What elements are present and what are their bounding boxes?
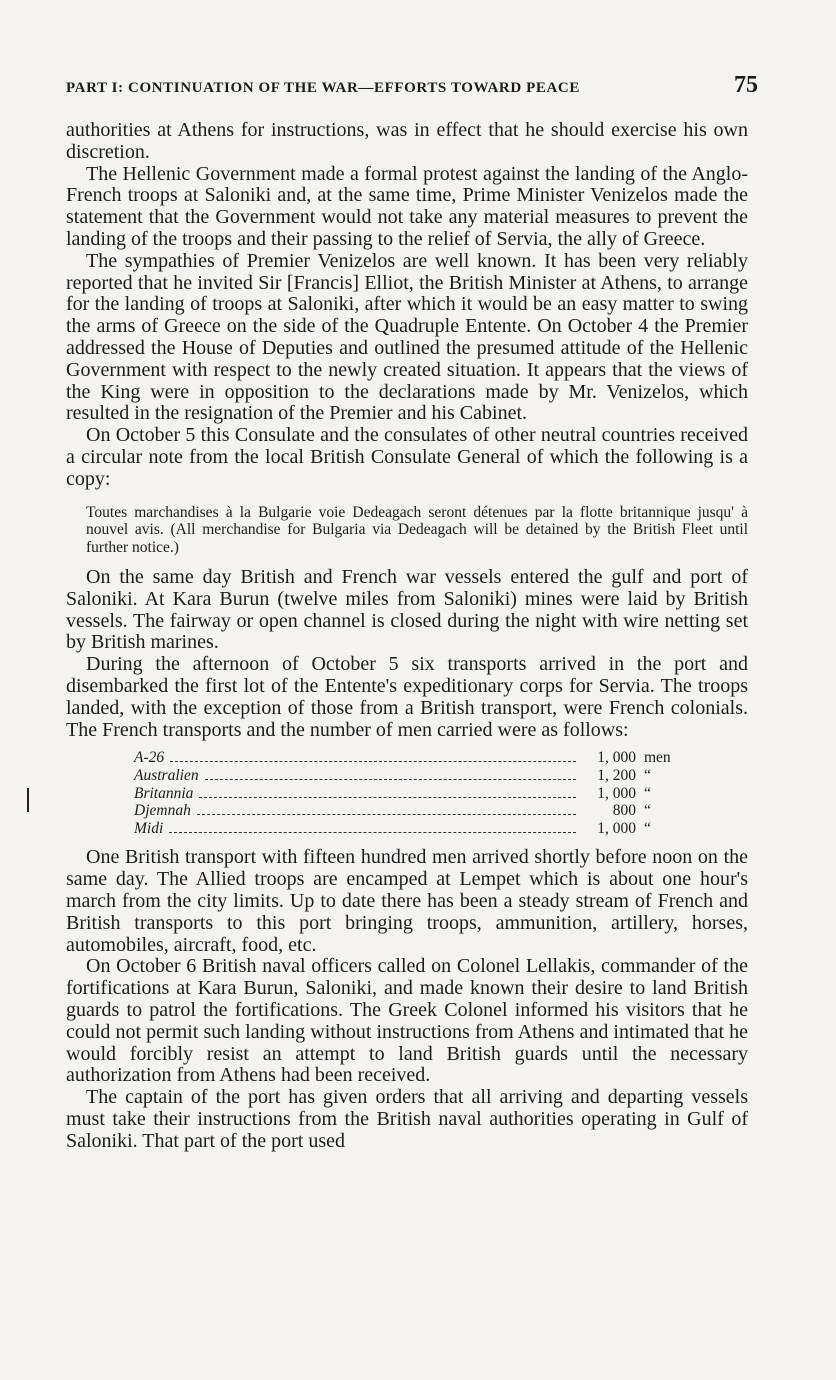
paragraph: The sympathies of Premier Venizelos are well known. It has been very reliably reported that he invited Sir [Francis] Elliot, the British Minister at Athens, to arrange for the landing of troops at Saloniki, after which it would be an easy matter to swing the arms of Greece on the side of the Quadruple Entente. On October 4 the Premier addressed the House of Deputies and outlined the presumed attitude of the Hellenic Government with respect to the newly created situation. It appears that the views of the King were in opposition to the declarations made by Mr. Venizelos, which resulted in the resignation of the Premier and his Cabinet. <box>66 249 748 425</box>
men-count: 1, 000 <box>597 749 636 767</box>
page-header <box>66 72 760 106</box>
paragraph: authorities at Athens for instructions, was in effect that he should exercise his own discretion. <box>66 119 748 163</box>
ship-name: Australien <box>134 767 199 785</box>
men-count: 1, 000 <box>597 784 636 802</box>
unit-label: “ <box>644 784 651 802</box>
dot-leader <box>170 761 576 762</box>
paragraph: The Hellenic Government made a formal protest against the landing of the Anglo-French troops at Saloniki and, at the same time, Prime Minister Venizelos made the statement that the Government would not take any material measures to prevent the landing of the troops and their passing to the relief of Servia, the ally of Greece. <box>66 162 748 250</box>
men-count: 1, 200 <box>597 767 636 785</box>
running-head: PART I: CONTINUATION OF THE WAR—EFFORTS TOWARD PEACE <box>66 80 580 96</box>
dot-leader <box>197 814 576 815</box>
ship-name: Britannia <box>134 784 194 802</box>
paragraph: During the afternoon of October 5 six transports arrived in the port and disembarked the first lot of the Entente's expeditionary corps for Servia. The troops landed, with the exception of those from a British transport, were French colonials. The French transports and the number of men carried were as follows: <box>66 653 748 741</box>
unit-label: men <box>644 749 671 767</box>
table-row <box>134 749 680 767</box>
ship-name: A-26 <box>134 749 165 767</box>
transports-table <box>134 749 680 837</box>
paragraph: One British transport with fifteen hundred men arrived shortly before noon on the same day. The Allied troops are encamped at Lempet which is about one hour's march from the city limits. Up to date there has been a steady stream of French and British transports to this port bringing troops, ammunition, artillery, horses, automobiles, aircraft, food, etc. <box>66 846 748 956</box>
block-quote: Toutes marchandises à la Bulgarie voie Dedeagach seront détenues par la flotte britannique jusqu' à nouvel avis. (All merchandise for Bulgaria via Dedeagach will be detained by the British Fleet until further notice.) <box>86 503 748 556</box>
table-row <box>134 767 680 785</box>
paragraph: On October 6 British naval officers called on Colonel Lellakis, commander of the fortifications at Kara Burun, Saloniki, and made known their desire to land British guards to patrol the fortifications. The Greek Colonel informed his visitors that he could not permit such landing without instructions from Athens and intimated that he would forcibly resist an attempt to land British guards until the necessary authorization from Athens had been received. <box>66 955 748 1087</box>
margin-mark <box>27 788 29 812</box>
body-text <box>66 120 748 1153</box>
table-row <box>134 820 680 838</box>
unit-label: “ <box>644 767 651 785</box>
unit-label: “ <box>644 819 651 837</box>
men-count: 800 <box>612 802 636 820</box>
dot-leader <box>205 779 576 780</box>
men-count: 1, 000 <box>597 819 636 837</box>
paragraph: The captain of the port has given orders that all arriving and departing vessels must take their instructions from the British naval authorities operating in Gulf of Saloniki. That part of the port used <box>66 1086 748 1152</box>
dot-leader <box>169 832 576 833</box>
ship-name: Midi <box>134 819 164 837</box>
paragraph: On the same day British and French war vessels entered the gulf and port of Saloniki. At Kara Burun (twelve miles from Saloniki) mines were laid by British vessels. The fairway or open channel is closed during the night with wire netting set by British marines. <box>66 566 748 654</box>
table-row <box>134 802 680 820</box>
unit-label: “ <box>644 802 651 820</box>
paragraph: On October 5 this Consulate and the consulates of other neutral countries received a circular note from the local British Consulate General of which the following is a copy: <box>66 424 748 490</box>
ship-name: Djemnah <box>134 802 191 820</box>
page-number: 75 <box>734 72 758 98</box>
dot-leader <box>199 797 576 798</box>
table-row <box>134 785 680 803</box>
